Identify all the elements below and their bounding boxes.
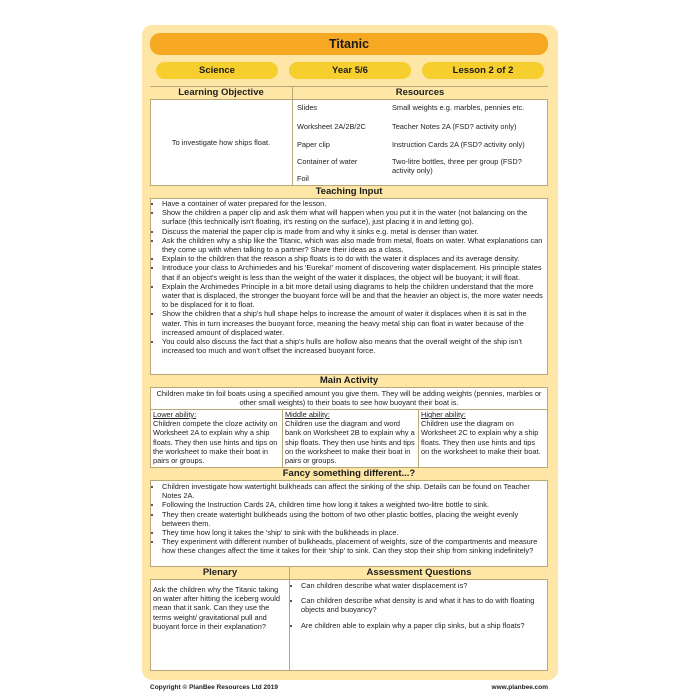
lesson-title: Titanic	[150, 33, 548, 55]
middle-ability-label: Middle ability:	[285, 410, 330, 419]
fsd-heading: Fancy something different...?	[150, 467, 548, 481]
teaching-item: • You could also discuss the fact that a ship's hulls are hollow also means that the overall weight of the ship isn't increased too much and won't offset the increased buoyant force.	[162, 337, 546, 355]
teaching-item: • Introduce your class to Archimedes and his 'Eureka!' moment of discovering water displacement. His principle states that if an object's weight is less than the weight of the water it displaces, the object will be buoyant; it will float.	[162, 263, 546, 281]
column-divider	[292, 86, 293, 185]
resources-heading: Resources	[395, 87, 445, 98]
resource-item: Instruction Cards 2A (FSD? activity only)	[392, 140, 525, 149]
assessment-question: • Can children describe what water displacement is?	[301, 581, 545, 590]
website-url: www.planbee.com	[491, 684, 548, 691]
copyright-text: Copyright © PlanBee Resources Ltd 2019	[150, 684, 278, 691]
fsd-list	[152, 482, 546, 556]
main-activity-intro: Children make tin foil boats using a specified amount you give them. They will be adding weights (pennies, marbles or other small weights) to their boats to see how buoyant their boat is.	[156, 389, 542, 408]
teaching-item: • Show the children a paper clip and ask them what will happen when you put it in the water (not balancing on the surface (this technically isn't floating, it's resting on the surface), just placing it in and letting go).	[162, 208, 546, 226]
resource-item: Container of water	[297, 157, 358, 166]
teaching-item: • Ask the children why a ship like the Titanic, which was also made from metal, floats on water. What explanations can they come up with when talking to a partner? Share their ideas as a class.	[162, 236, 546, 254]
column-divider	[418, 409, 419, 467]
resource-item: Small weights e.g. marbles, pennies etc.	[392, 103, 525, 112]
year-pill: Year 5/6	[289, 62, 411, 79]
plenary-text: Ask the children why the Titanic taking on water after hitting the iceberg would mean that it sank. Can they use the terms weight/ gravitational pull and buoyant force in their explanation?	[153, 585, 280, 631]
plenary-heading: Plenary	[202, 567, 238, 578]
resource-item: Paper clip	[297, 140, 330, 149]
teaching-item: • Discuss the material the paper clip is made from and why it sinks e.g. metal is denser than water.	[162, 227, 546, 236]
objective-text: To investigate how ships float.	[171, 138, 271, 147]
resource-item: Worksheet 2A/2B/2C	[297, 122, 366, 131]
fsd-item: • Following the Instruction Cards 2A, children time how long it takes a weighted two-litre bottle to sink.	[162, 500, 546, 509]
teaching-item: • Explain to the children that the reason a ship floats is to do with the water it displaces and its average density.	[162, 254, 546, 263]
resource-item: Two-litre bottles, three per group (FSD? activity only)	[392, 157, 522, 176]
resource-item: Teacher Notes 2A (FSD? activity only)	[392, 122, 517, 131]
lower-ability-label: Lower ability:	[153, 410, 197, 419]
lesson-number-pill: Lesson 2 of 2	[422, 62, 544, 79]
higher-ability-text: Children use the diagram on Worksheet 2C to explain why a ship floats. They then use hints and tips on the worksheet to make their boat.	[421, 419, 541, 456]
subject-pill: Science	[156, 62, 278, 79]
higher-ability-block	[421, 410, 545, 456]
assessment-question: • Are children able to explain why a paper clip sinks, but a ship floats?	[301, 621, 545, 630]
middle-ability-block	[285, 410, 415, 465]
assessment-list	[291, 581, 545, 636]
fsd-item: • Children investigate how watertight bulkheads can affect the sinking of the ship. Details can be found on Teacher Notes 2A.	[162, 482, 546, 500]
objective-heading: Learning Objective	[178, 87, 264, 98]
higher-ability-label: Higher ability:	[421, 410, 466, 419]
middle-ability-text: Children use the diagram and word bank on Worksheet 2B to explain why a ship floats. They then use hints and tips on the worksheet to make their boat in pairs or groups.	[285, 419, 415, 466]
resource-item: Foil	[297, 174, 309, 183]
fsd-item: • They experiment with different number of bulkheads, placement of weights, size of the compartments and measure how these changes affect the time it takes for their 'ship' to sink. Can they stop their ship from sinking indefinitely?	[162, 537, 546, 555]
teaching-item: • Have a container of water prepared for the lesson.	[162, 199, 546, 208]
teaching-item: • Explain the Archimedes Principle in a bit more detail using diagrams to help the children understand that the more water that is displaced, the stronger the buoyant force will be and that the heavier an object is, the more water needs to be displaced for it to float.	[162, 282, 546, 310]
teaching-item: • Show the children that a ship's hull shape helps to increase the amount of water it displaces when it is sat in the water. This in turn increases the buoyant force, meaning the heavy metal ship can float in water because of the increased amount of displaced water.	[162, 309, 546, 337]
fsd-item: • They then create watertight bulkheads using the bottom of two other plastic bottles, placing the weight evenly between them.	[162, 510, 546, 528]
resource-item: Slides	[297, 103, 318, 112]
assessment-heading: Assessment Questions	[366, 567, 472, 578]
teaching-input-list	[152, 199, 546, 355]
main-activity-heading: Main Activity	[150, 374, 548, 388]
fsd-item: • They time how long it takes the 'ship' to sink with the bulkheads in place.	[162, 528, 546, 537]
lower-ability-text: Children compete the cloze activity on Worksheet 2A to explain why a ship floats. They then use hints and tips on the worksheet to make their boat in pairs or groups.	[153, 419, 278, 466]
teaching-input-heading: Teaching Input	[150, 185, 548, 199]
column-divider	[282, 409, 283, 467]
lower-ability-block	[153, 410, 280, 465]
assessment-question: • Can children describe what density is and what it has to do with floating objects and buoyancy?	[301, 596, 545, 614]
